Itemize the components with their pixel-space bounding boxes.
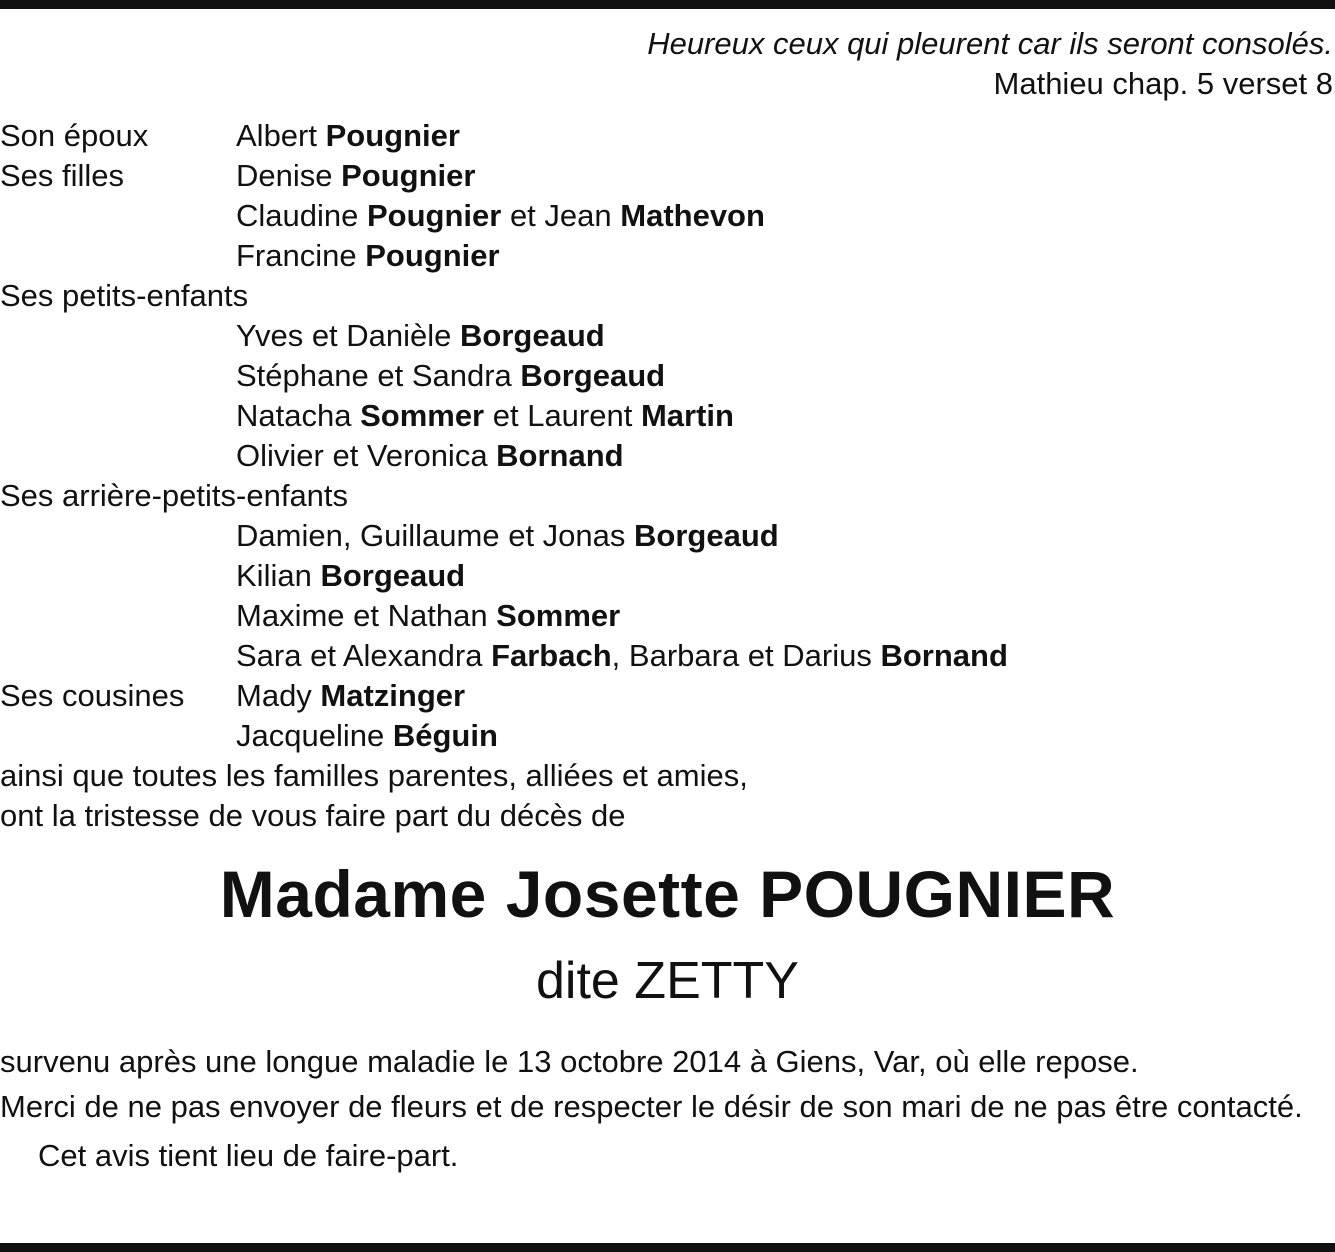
surname: Sommer xyxy=(360,398,485,433)
family-names xyxy=(236,516,779,556)
family-names xyxy=(236,236,500,276)
surname: Borgeaud xyxy=(520,358,666,393)
surname: Bornand xyxy=(880,638,1008,673)
family-request: Merci de ne pas envoyer de fleurs et de respecter le désir de son mari de ne pas être contacté. xyxy=(0,1089,1303,1124)
given-names: Denise xyxy=(236,158,342,193)
family-names xyxy=(236,156,475,196)
notice-details xyxy=(0,1042,1333,1176)
surname: Mathevon xyxy=(620,198,765,233)
family-row xyxy=(0,636,1008,676)
surname: Sommer xyxy=(496,598,621,633)
family-row xyxy=(0,196,765,236)
family-row-husband xyxy=(0,116,460,156)
surname: Pougnier xyxy=(365,238,500,273)
given-names: Mady xyxy=(236,678,321,713)
relation-label-husband: Son époux xyxy=(0,118,149,153)
notice-statement: Cet avis tient lieu de faire-part. xyxy=(38,1138,459,1173)
given-names: Albert xyxy=(236,118,326,153)
surname: Pougnier xyxy=(366,198,502,233)
epigraph-reference: Mathieu chap. 5 verset 8 xyxy=(993,66,1333,101)
deceased-name: Madame Josette POUGNIER xyxy=(219,857,1116,931)
given-names: Claudine xyxy=(236,198,367,233)
given-names: Natacha xyxy=(236,398,361,433)
closing-line: ainsi que toutes les familles parentes, alliées et amies, xyxy=(0,758,748,793)
surname: Borgeaud xyxy=(460,318,605,353)
family-names xyxy=(236,556,465,596)
family-names xyxy=(236,636,1008,676)
family-row xyxy=(0,316,605,356)
surname: Pougnier xyxy=(341,158,476,193)
epigraph xyxy=(647,24,1333,104)
family-names xyxy=(236,436,624,476)
surname: Martin xyxy=(640,398,734,433)
relation-label-cousins: Ses cousines xyxy=(0,678,185,713)
relation-label-daughters: Ses filles xyxy=(0,158,125,193)
surname: Matzinger xyxy=(320,678,466,713)
family-names xyxy=(236,196,765,236)
family-row xyxy=(0,556,466,596)
deceased-nickname: dite ZETTY xyxy=(536,952,799,1010)
family-list xyxy=(0,116,1008,756)
top-border-rule xyxy=(0,0,1335,9)
surname: Pougnier xyxy=(325,118,460,153)
family-names xyxy=(236,316,605,356)
closing-line: ont la tristesse de vous faire part du décès de xyxy=(0,798,626,833)
surname: Borgeaud xyxy=(320,558,466,593)
closing-statement xyxy=(0,756,748,836)
given-names: Sara et Alexandra xyxy=(236,638,492,673)
name-joiner: et Laurent xyxy=(484,398,641,433)
surname: Béguin xyxy=(392,718,498,753)
epigraph-quote: Heureux ceux qui pleurent car ils seront consolés. xyxy=(647,26,1333,61)
family-names xyxy=(236,356,665,396)
name-joiner: et Jean xyxy=(501,198,621,233)
family-row-daughters xyxy=(0,156,476,196)
relation-label-grandchildren: Ses petits-enfants xyxy=(0,278,249,313)
relation-label-great-grandchildren: Ses arrière-petits-enfants xyxy=(0,478,349,513)
family-row-cousins xyxy=(0,676,466,716)
surname: Bornand xyxy=(496,438,624,473)
family-names xyxy=(236,676,465,716)
family-names xyxy=(236,396,734,436)
death-statement: survenu après une longue maladie le 13 octobre 2014 à Giens, Var, où elle repose. xyxy=(0,1044,1139,1079)
family-row-grandchildren-label xyxy=(0,276,348,316)
given-names: Yves et Danièle xyxy=(236,318,461,353)
family-row-great-grandchildren-label xyxy=(0,476,348,516)
family-row xyxy=(0,516,779,556)
given-names: Stéphane et Sandra xyxy=(236,358,521,393)
given-names: Kilian xyxy=(236,558,321,593)
family-row xyxy=(0,236,500,276)
given-names: Francine xyxy=(236,238,366,273)
family-row xyxy=(0,596,621,636)
family-row xyxy=(0,436,624,476)
surname: Farbach xyxy=(491,638,612,673)
family-row xyxy=(0,356,666,396)
name-joiner: , Barbara et Darius xyxy=(611,638,881,673)
family-row xyxy=(0,716,498,756)
given-names: Damien, Guillaume et Jonas xyxy=(236,518,635,553)
given-names: Jacqueline xyxy=(236,718,393,753)
given-names: Maxime et Nathan xyxy=(236,598,497,633)
family-row xyxy=(0,396,734,436)
given-names: Olivier et Veronica xyxy=(236,438,497,473)
family-names xyxy=(236,716,498,756)
bottom-border-rule xyxy=(0,1243,1335,1252)
family-names xyxy=(236,116,460,156)
family-names xyxy=(236,596,620,636)
surname: Borgeaud xyxy=(634,518,779,553)
